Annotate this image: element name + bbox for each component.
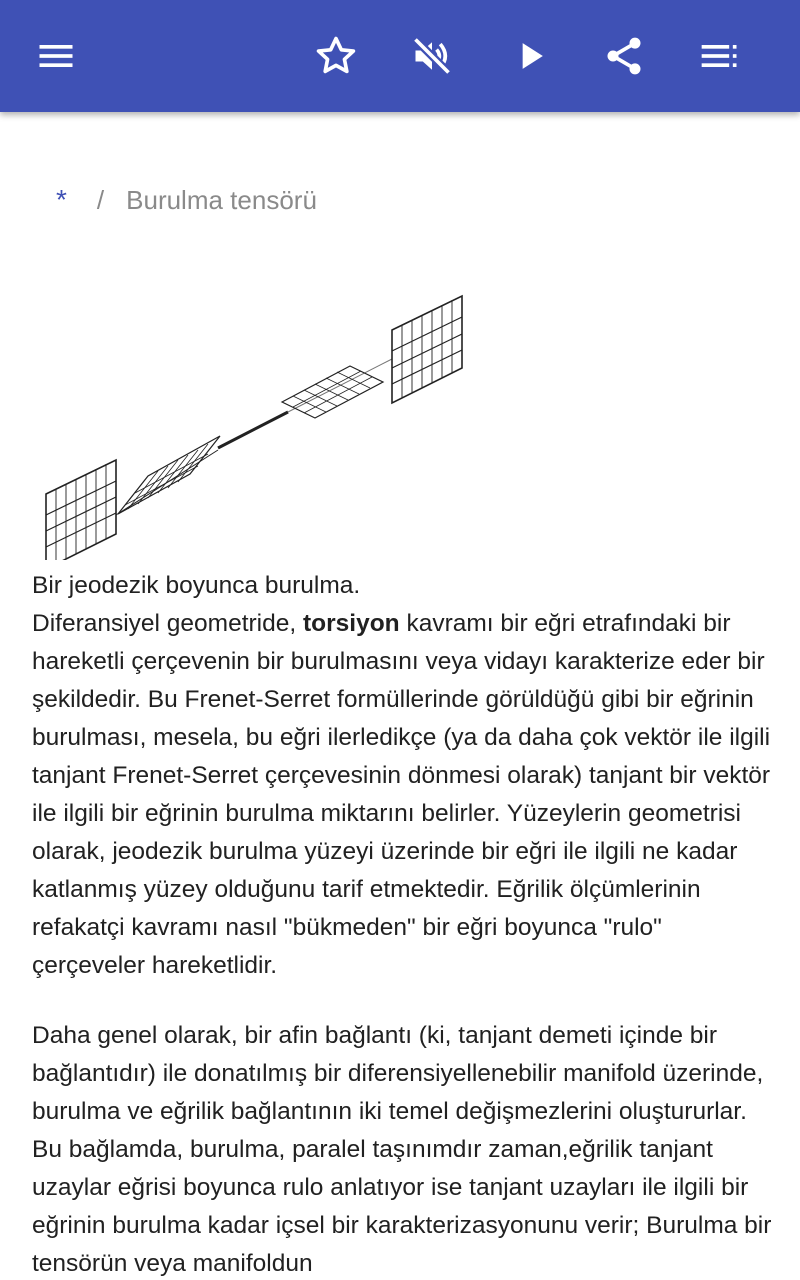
star-outline-icon <box>314 34 358 78</box>
article-content <box>0 112 800 1280</box>
breadcrumb <box>56 178 317 222</box>
article-body <box>32 567 772 1280</box>
term-torsiyon: torsiyon <box>302 610 400 637</box>
breadcrumb-current: Burulma tensörü <box>126 184 317 215</box>
article-paragraph-1 <box>32 605 772 985</box>
share-button[interactable] <box>592 24 656 88</box>
figure-caption: Bir jeodezik boyunca burulma. <box>32 572 361 599</box>
geodesic-torsion-illustration <box>40 260 480 560</box>
mute-button[interactable] <box>400 24 464 88</box>
playlist-button[interactable] <box>688 24 752 88</box>
app-bar <box>0 0 800 112</box>
play-button[interactable] <box>498 24 562 88</box>
volume-off-icon <box>410 34 454 78</box>
share-icon <box>602 34 646 78</box>
paragraph-text: Diferansiyel geometride, <box>32 610 303 637</box>
play-icon <box>508 34 552 78</box>
paragraph-text: kavramı bir eğri etrafındaki bir hareketli çerçevenin bir burulmasını veya vidayı karakterize eder bir şekildedir. Bu Frenet-Serret formüllerinde görüldüğü gibi bir eğrinin burulması, mesela, bu eğri ilerledikçe (ya da daha çok vektör ile ilgili tanjant Frenet-Serret çerçevesinin dönmesi olarak) tanjant bir vektör ile ilgili bir eğrinin burulma miktarını belirler. Yüzeylerin geometrisi olarak, jeodezik burulma yüzeyi üzerinde bir eğri ile ilgili ne kadar katlanmış yüzey olduğunu tarif etmektedir. Eğrilik ölçümlerinin refakatçi kavramı nasıl "bükmeden" bir eğri boyunca "rulo" çerçeveler hareketlidir. <box>32 610 771 979</box>
hamburger-menu-icon <box>34 34 78 78</box>
favorite-button[interactable] <box>304 24 368 88</box>
menu-button[interactable] <box>24 24 88 88</box>
article-paragraph-2: Daha genel olarak, bir afin bağlantı (ki, tanjant demeti içinde bir bağlantıdır) ile donatılmış bir diferensiyellenebilir manifold üzerinde, burulma ve eğrilik bağlantının iki temel değişmezlerini oluştururlar. Bu bağlamda, burulma, paralel taşınımdır zaman,eğrilik tanjant uzaylar eğrisi boyunca rulo anlatıyor ise tanjant uzayları ile ilgili bir eğrinin burulma kadar içsel bir karakterizasyonunu verir; Burulma bir tensörün veya manifoldun <box>32 1022 772 1277</box>
playlist-icon <box>698 34 742 78</box>
breadcrumb-root-link[interactable]: * <box>56 184 67 215</box>
breadcrumb-separator: / <box>96 184 105 215</box>
